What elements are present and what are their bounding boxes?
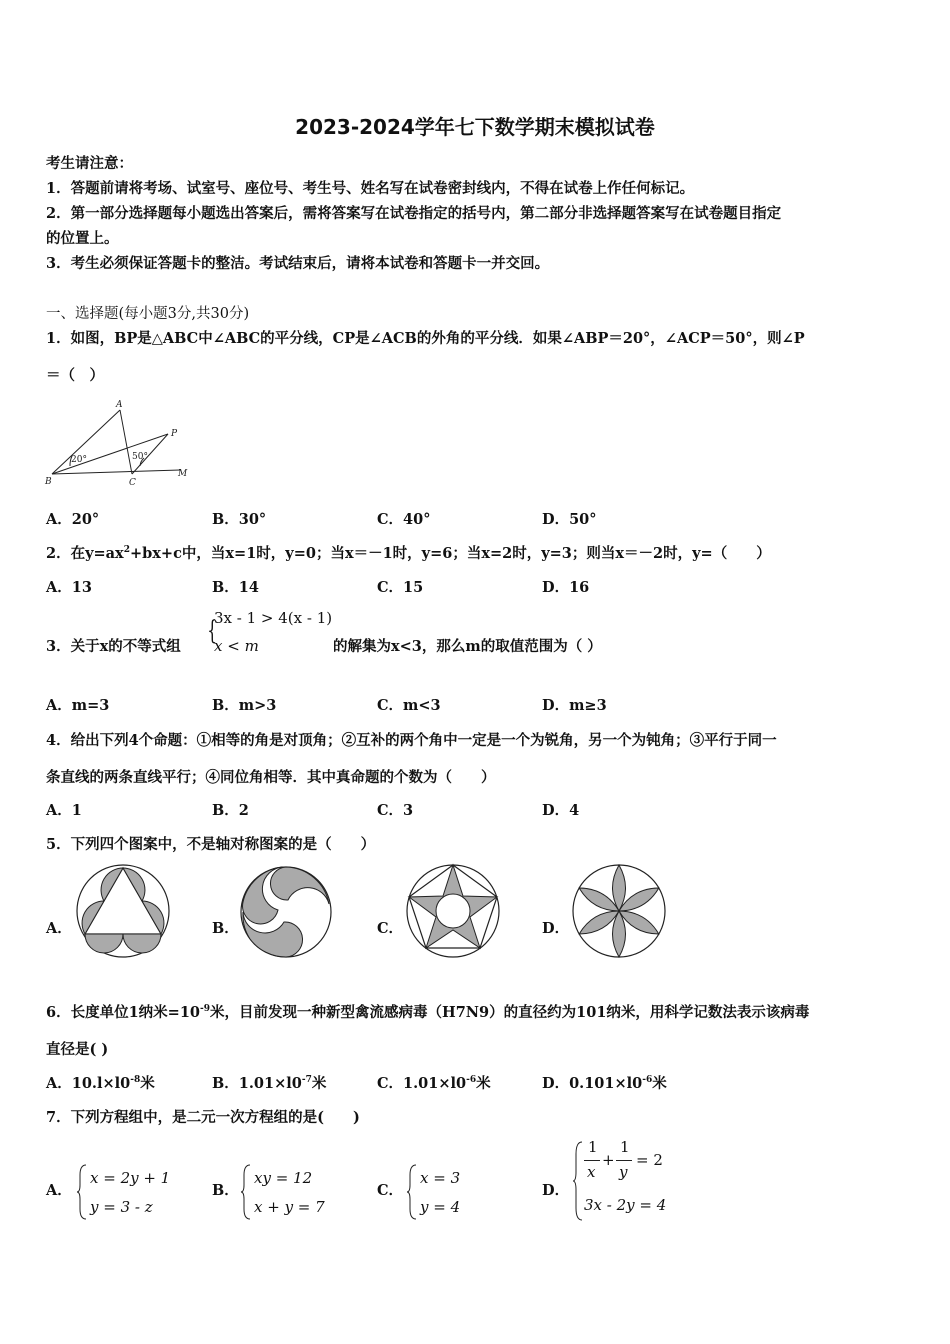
option-d[interactable]: D．50°: [542, 511, 597, 528]
option-b[interactable]: B．2: [212, 802, 249, 819]
q4-text-2: 条直线的两条直线平行；④同位角相等．其中真命题的个数为（ ）: [46, 769, 496, 786]
label-p: P: [171, 429, 178, 439]
q1-triangle-figure: [44, 396, 204, 492]
notice-heading: 考生请注意：: [46, 155, 133, 172]
pattern-d-figure: [570, 862, 668, 960]
q4-text: 4．给出下列4个命题：①相等的角是对顶角；②互补的两个角中一定是一个为锐角，另一个为钝角；③平行于同一: [46, 732, 777, 749]
fraction-bar: [584, 1160, 600, 1161]
option-b[interactable]: B．30°: [212, 511, 267, 528]
option-a[interactable]: A．$10.l\times l0^{-8}$米: [46, 1075, 155, 1092]
option-c[interactable]: C．: [377, 920, 404, 937]
option-a[interactable]: A．13: [46, 579, 92, 596]
q3-text-pre: 3．关于x的不等式组: [46, 638, 181, 655]
fraction-numerator: 1: [620, 1138, 630, 1156]
fraction-denominator: y: [619, 1163, 628, 1181]
option-d[interactable]: D．$0.101\times l0^{-6}$米: [542, 1075, 667, 1092]
angle-label-50: 50°: [132, 452, 148, 462]
q6-text: 6．长度单位1纳米$=10^{-9}$米，目前发现一种新型禽流感病毒（H7N9）的直径约为101纳米，用科学记数法表示该病毒: [46, 1004, 810, 1021]
option-c[interactable]: C．m<3: [377, 697, 441, 714]
option-d[interactable]: D．16: [542, 579, 590, 596]
brace-symbol: [76, 1163, 88, 1221]
label-a: A: [116, 400, 123, 410]
q2-text: 2．在$y=ax^2+bx+c$中，当x=1时，y=0；当x＝－1时，y=6；当x=2时，y=3；则当x＝－2时，y=（ ）: [46, 545, 771, 562]
option-d[interactable]: D．4: [542, 802, 580, 819]
option-d[interactable]: D．m≥3: [542, 697, 607, 714]
fraction-denominator: x: [587, 1163, 596, 1181]
q1-text-2: ＝（ ）: [46, 367, 104, 384]
equation-b2: x + y = 7: [254, 1198, 325, 1216]
fraction-numerator: 1: [588, 1138, 598, 1156]
fraction-bar: [616, 1160, 632, 1161]
option-c[interactable]: C．40°: [377, 511, 431, 528]
notice-item: 1．答题前请将考场、试室号、座位号、考生号、姓名写在试卷密封线内，不得在试卷上作任何标记。: [46, 180, 695, 197]
q3-text-post: 的解集为x<3，那么m的取值范围为（ ）: [333, 638, 602, 655]
brace-symbol: [572, 1140, 584, 1222]
option-c[interactable]: C．$1.01\times l0^{-6}$米: [377, 1075, 491, 1092]
option-d[interactable]: D．: [542, 920, 570, 937]
label-b: B: [45, 477, 52, 487]
q6-text-2: 直径是( ): [46, 1041, 109, 1058]
label-m: M: [178, 469, 188, 479]
notice-item: 2．第一部分选择题每小题选出答案后，需将答案写在试卷指定的括号内，第二部分非选择题答案写在试卷题目指定: [46, 205, 782, 222]
segment-bm: [52, 470, 180, 474]
equation-a2: y = 3 - z: [90, 1198, 153, 1216]
option-a[interactable]: A．20°: [46, 511, 100, 528]
notice-item: 的位置上。: [46, 230, 119, 247]
label-c: C: [129, 478, 136, 488]
brace-symbol: [406, 1163, 418, 1221]
option-a[interactable]: A．1: [46, 802, 82, 819]
inequality-1: 3x - 1 > 4(x - 1): [214, 609, 333, 627]
option-c[interactable]: C．3: [377, 802, 414, 819]
notice-item: 3．考生必须保证答题卡的整洁。考试结束后，请将本试卷和答题卡一并交回。: [46, 255, 550, 272]
option-c[interactable]: C．15: [377, 579, 424, 596]
q7-text: 7．下列方程组中，是二元一次方程组的是( ): [46, 1109, 360, 1126]
equation-b1: xy = 12: [254, 1169, 313, 1187]
equation-c1: x = 3: [420, 1169, 461, 1187]
segment-ac: [120, 410, 132, 474]
option-c[interactable]: C．: [377, 1182, 404, 1199]
brace-symbol: [240, 1163, 252, 1221]
option-a[interactable]: A．m=3: [46, 697, 110, 714]
inequality-2: x < m: [214, 637, 259, 655]
q5-text: 5．下列四个图案中，不是轴对称图案的是（ ）: [46, 836, 376, 853]
q1-text: 1．如图，BP是△ABC中∠ABC的平分线，CP是∠ACB的外角的平分线．如果∠ABP＝20°，∠ACP＝50°，则∠P: [46, 330, 805, 347]
page-title: 2023-2024学年七下数学期末模拟试卷: [295, 115, 655, 139]
option-b[interactable]: B．: [212, 920, 239, 937]
equation-a1: x = 2y + 1: [90, 1169, 171, 1187]
option-a[interactable]: A．: [46, 920, 72, 937]
brace-symbol: {: [207, 616, 218, 646]
option-b[interactable]: B．14: [212, 579, 259, 596]
option-b[interactable]: B．: [212, 1182, 239, 1199]
plus-sign: +: [602, 1151, 615, 1169]
pattern-a-figure: [74, 862, 172, 960]
angle-label-20: 20°: [71, 455, 87, 465]
pattern-c-figure: [404, 862, 502, 960]
option-b[interactable]: B．$1.01\times l0^{-7}$米: [212, 1075, 327, 1092]
section-heading: 一、选择题(每小题3分,共30分): [46, 306, 250, 322]
equation-d1-rhs: = 2: [636, 1151, 663, 1169]
option-b[interactable]: B．m>3: [212, 697, 277, 714]
pattern-b-figure: [238, 864, 334, 960]
equation-c2: y = 4: [420, 1198, 461, 1216]
equation-d2: 3x - 2y = 4: [584, 1196, 667, 1214]
option-d[interactable]: D．: [542, 1182, 570, 1199]
option-a[interactable]: A．: [46, 1182, 72, 1199]
